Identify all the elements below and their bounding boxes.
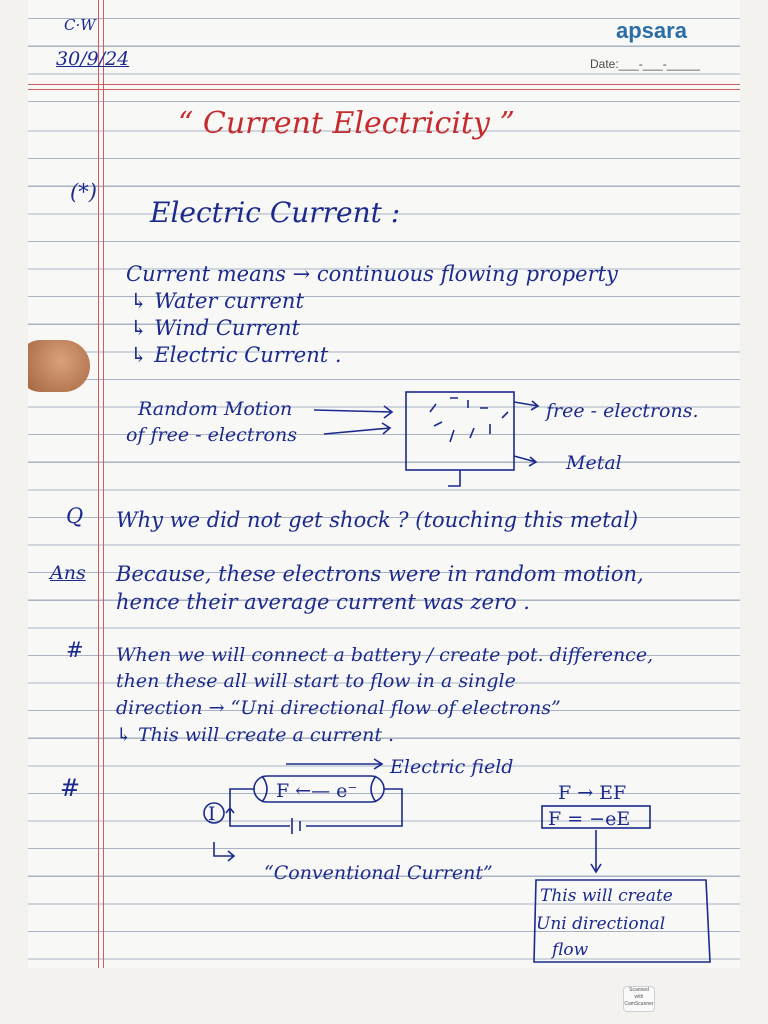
down-arrow	[591, 830, 601, 872]
definition-line: Current means → continuous flowing property	[126, 262, 618, 286]
scanner-line-2: CamScanner	[624, 1001, 654, 1007]
metal-label: Metal	[566, 452, 622, 474]
current-arrow	[214, 842, 234, 861]
force-box	[542, 806, 650, 828]
random-motion-arrow-1	[314, 406, 392, 418]
list-item-wind: ↳ Wind Current	[130, 316, 300, 340]
force-formula: F = −eE	[548, 808, 631, 830]
corner-note: C·W	[64, 16, 96, 34]
tube-end-cap	[262, 776, 376, 802]
brand-logo: apsara	[616, 18, 687, 43]
tube-label: F ←— e⁻	[276, 780, 358, 802]
list-item-electric: ↳ Electric Current .	[130, 343, 342, 367]
thumb-photo	[28, 340, 90, 392]
hash1-line-3: direction → “Uni directional flow of electrons”	[116, 697, 561, 719]
electron-arrows	[430, 398, 508, 442]
random-motion-label-2: of free - electrons	[126, 424, 297, 446]
hash1-line-2: then these all will start to flow in a single	[116, 670, 516, 692]
answer-line-1: Because, these electrons were in random motion,	[116, 562, 644, 586]
box-line-1: This will create	[540, 886, 673, 906]
random-motion-label: Random Motion	[138, 398, 293, 420]
box-line-3: flow	[552, 940, 589, 960]
metal-arrow	[514, 456, 536, 466]
section-marker: (*)	[70, 180, 97, 204]
diagram-layer	[28, 0, 740, 968]
hash1-line-4: ↳ This will create a current .	[116, 724, 395, 746]
date-field: Date:___-___-_____	[590, 57, 701, 71]
corner-date: 30/9/24	[56, 48, 130, 70]
page-title: “ Current Electricity ”	[178, 106, 515, 141]
question-text: Why we did not get shock ? (touching this metal)	[116, 508, 639, 532]
conductor-tube	[254, 776, 384, 802]
f-ef-label: F → EF	[558, 782, 627, 804]
free-electrons-label: free - electrons.	[546, 400, 699, 422]
electric-field-arrow	[286, 759, 382, 769]
metal-box	[406, 392, 514, 470]
list-item-water: ↳ Water current	[130, 289, 304, 313]
battery-symbol	[292, 818, 300, 834]
notebook-page	[28, 0, 740, 968]
box-line-2: Uni directional	[536, 914, 666, 934]
answer-line-2: hence their average current was zero .	[116, 590, 530, 614]
current-circle	[204, 803, 224, 823]
section-heading: Electric Current :	[150, 196, 401, 229]
random-motion-arrow-2	[324, 423, 390, 434]
result-box	[534, 880, 710, 962]
hash-marker-2: #	[60, 774, 81, 802]
camscanner-badge	[623, 986, 655, 1012]
electric-field-label: Electric field	[390, 756, 514, 778]
hash-marker-1: #	[66, 638, 84, 662]
answer-marker: Ans	[50, 562, 86, 584]
current-up-arrow	[226, 808, 234, 820]
free-electrons-arrow	[514, 401, 538, 410]
question-marker: Q	[66, 504, 84, 528]
conventional-current-label: “Conventional Current”	[264, 862, 493, 884]
scanner-line-1: Scanned with	[629, 987, 649, 1000]
current-symbol: I	[208, 803, 216, 825]
hash1-line-1: When we will connect a battery / create pot. difference,	[116, 644, 654, 666]
metal-pointer	[448, 470, 460, 486]
